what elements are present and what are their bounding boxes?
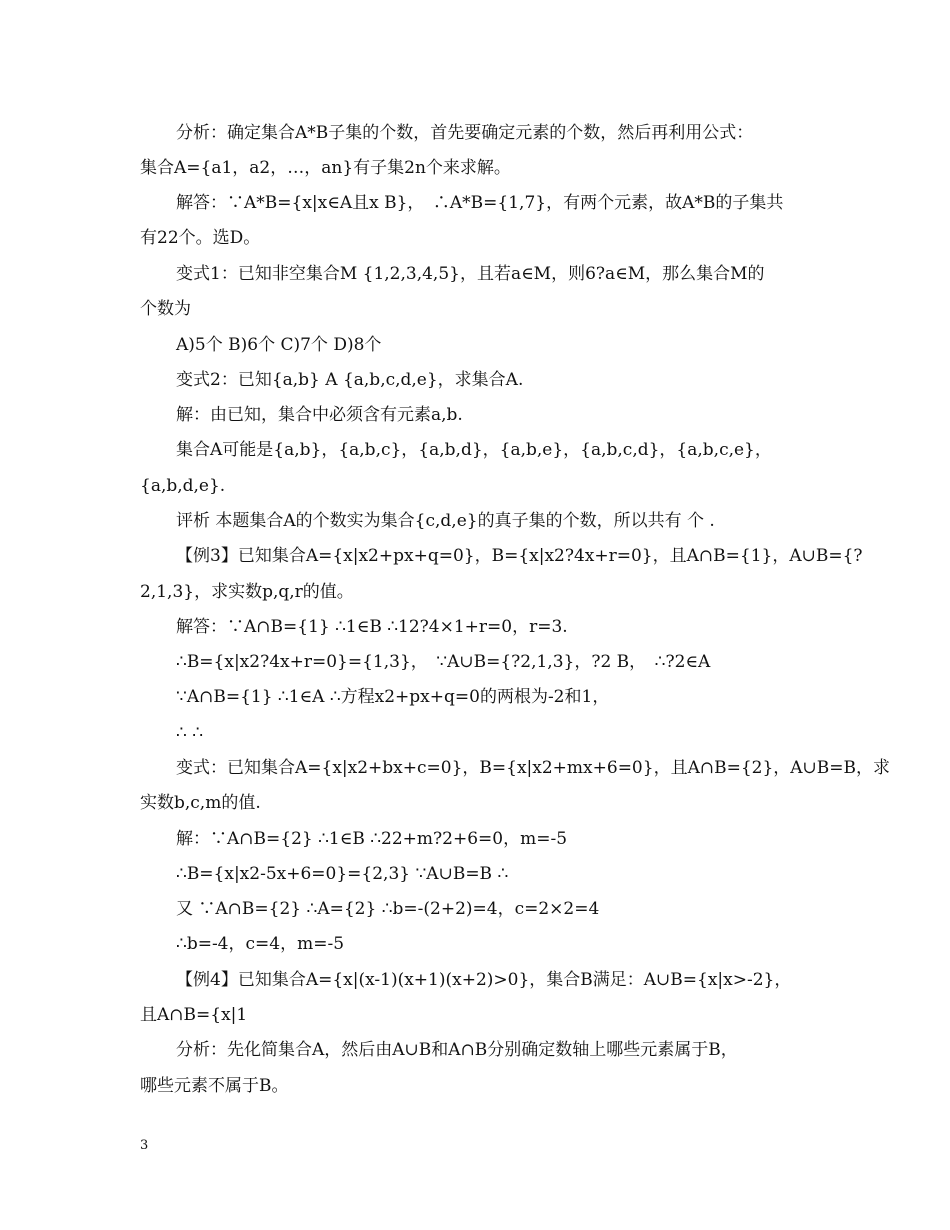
text-line: 个数为 — [140, 299, 191, 319]
text-line: 分析：先化简集合A，然后由A∪B和A∩B分别确定数轴上哪些元素属于B， — [176, 1040, 738, 1060]
text-line: 且A∩B={x|1 — [140, 1005, 248, 1025]
text-line: ∴B={x|x2?4x+r=0}={1,3}， ∵A∪B={?2,1,3}，?2 B， ∴?2∈A — [176, 652, 711, 672]
text-line: {a,b,d,e}. — [140, 476, 226, 496]
text-line: 哪些元素不属于B。 — [140, 1076, 289, 1096]
text-line: 解答：∵A*B={x|x∈A且x B}， ∴A*B={1,7}，有两个元素，故A*B的子集共 — [176, 193, 784, 213]
text-line: 【例4】已知集合A={x|(x-1)(x+1)(x+2)>0}，集合B满足：A∪B={x|x>-2}， — [176, 970, 792, 990]
text-line: 分析：确定集合A*B子集的个数，首先要确定元素的个数，然后再利用公式： — [176, 123, 754, 143]
text-line: ∵A∩B={1} ∴1∈A ∴方程x2+px+q=0的两根为-2和1， — [176, 687, 610, 707]
text-line: ∴B={x|x2-5x+6=0}={2,3} ∵A∪B=B ∴ — [176, 864, 509, 884]
text-line: 【例3】已知集合A={x|x2+px+q=0}，B={x|x2?4x+r=0}，且A∩B={1}，A∪B={? — [176, 546, 863, 566]
text-line: A)5个 B)6个 C)7个 D)8个 — [176, 335, 382, 355]
text-line: 解：由已知，集合中必须含有元素a,b. — [176, 405, 463, 425]
text-line: 2,1,3}，求实数p,q,r的值。 — [140, 582, 354, 602]
text-line: 变式1：已知非空集合M {1,2,3,4,5}，且若a∈M，则6?a∈M，那么集合M的 — [176, 264, 765, 284]
text-line: 又 ∵A∩B={2} ∴A={2} ∴b=-(2+2)=4，c=2×2=4 — [176, 899, 600, 919]
text-line: 解：∵A∩B={2} ∴1∈B ∴22+m?2+6=0，m=-5 — [176, 829, 568, 849]
text-line: 实数b,c,m的值. — [140, 793, 261, 813]
text-line: 解答：∵A∩B={1} ∴1∈B ∴12?4×1+r=0，r=3. — [176, 617, 568, 637]
text-line: 集合A={a1，a2，…，an}有子集2n个来求解。 — [140, 158, 511, 178]
text-line: 有22个。选D。 — [140, 228, 261, 248]
text-line: ∴b=-4，c=4，m=-5 — [176, 934, 345, 954]
text-line: 变式2：已知{a,b} A {a,b,c,d,e}，求集合A. — [176, 370, 524, 390]
page-number: 3 — [140, 1138, 149, 1153]
text-line: 集合A可能是{a,b}，{a,b,c}，{a,b,d}，{a,b,e}，{a,b,c,d}，{a,b,c,e}， — [176, 440, 772, 460]
text-line: 评析 本题集合A的个数实为集合{c,d,e}的真子集的个数，所以共有 个 . — [176, 511, 715, 531]
text-line: ∴ ∴ — [176, 723, 204, 743]
text-line: 变式：已知集合A={x|x2+bx+c=0}，B={x|x2+mx+6=0}，且A∩B={2}，A∪B=B，求 — [176, 758, 891, 778]
